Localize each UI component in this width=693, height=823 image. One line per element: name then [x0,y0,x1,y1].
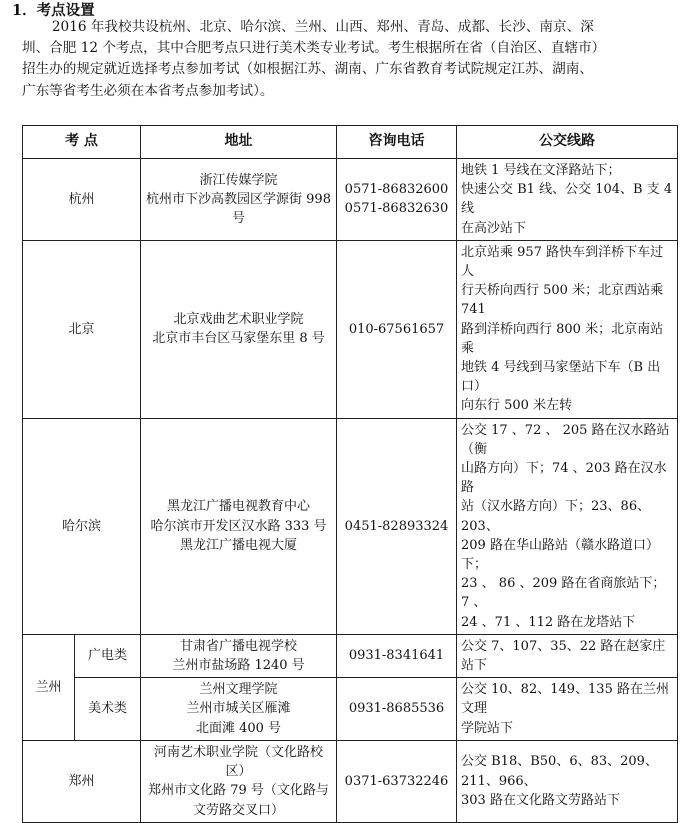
phone-cell: 0931-8685536 [337,678,457,741]
intro-line: 圳、合肥 12 个考点，其中合肥考点只进行美术类专业考试。考生根据所在省（自治区、直辖市） [22,40,606,57]
table-row [23,159,678,241]
city-cell: 北京 [23,240,141,418]
address-cell: 河南艺术职业学院（文化路校区） 郑州市文化路 79 号（文化路与 文劳路交叉口） [141,740,337,822]
header-site: 考 点 [23,126,141,159]
address-cell: 黑龙江广播电视教育中心 哈尔滨市开发区汉水路 333 号 黑龙江广播电视大厦 [141,418,337,634]
table-row [23,418,678,634]
table-row [23,240,678,418]
bus-cell: 公交 17 、72 、 205 路在汉水路站（衡 山路方向）下；74 、203 路在汉水路 站（汉水路方向）下；23、86、203、 209 路在华山路站（赣水路道口）下； 23 、 86 、209 路在省商旅站下；7 、 24 、71 、112 路在龙塔站下 [457,418,678,634]
bus-cell: 地铁 1 号线在文泽路站下； 快速公交 B1 线、公交 104、B 支 4 线 在高沙站下 [457,159,678,241]
category-cell: 美术类 [75,678,141,741]
table-row [23,634,678,677]
intro-line: 广东等省考生必须在本省考点参加考试）。 [22,82,274,99]
section-heading: 1．考点设置 [12,2,95,19]
city-cell: 郑州 [23,740,141,822]
phone-cell: 010-67561657 [337,240,457,418]
header-address: 地址 [141,126,337,159]
intro-line: 招生办的规定就近选择考点参加考试（如根据江苏、湖南、广东省教育考试院规定江苏、湖南、 [22,61,593,78]
phone-cell: 0571-86832600 0571-86832630 [337,159,457,241]
category-cell: 广电类 [75,634,141,677]
city-cell: 兰州 [23,634,75,740]
phone-cell: 0451-82893324 [337,418,457,634]
address-cell: 浙江传媒学院 杭州市下沙高教园区学源街 998 号 [141,159,337,241]
header-bus: 公交线路 [457,126,678,159]
bus-cell: 北京站乘 957 路快车到洋桥下车过人 行天桥向西行 500 米；北京西站乘 741 路到洋桥向西行 800 米；北京南站乘 地铁 4 号线到马家堡站下车（B 出口） 向东行 500 米左转 [457,240,678,418]
bus-cell: 公交 7、107、35、22 路在赵家庄站下 [457,634,678,677]
bus-cell: 公交 B18、B50、6、83、209、211、966、 303 路在文化路文劳路站下 [457,740,678,822]
table-header-row [23,126,678,159]
address-cell: 兰州文理学院 兰州市城关区雁滩 北面滩 400 号 [141,678,337,741]
phone-cell: 0371-63732246 [337,740,457,822]
phone-cell: 0931-8341641 [337,634,457,677]
city-cell: 哈尔滨 [23,418,141,634]
header-phone: 咨询电话 [337,126,457,159]
address-cell: 北京戏曲艺术职业学院 北京市丰台区马家堡东里 8 号 [141,240,337,418]
address-cell: 甘肃省广播电视学校 兰州市盐场路 1240 号 [141,634,337,677]
table-row [23,678,678,741]
exam-sites-table [22,125,678,823]
intro-line: 2016 年我校共设杭州、北京、哈尔滨、兰州、山西、郑州、青岛、成都、长沙、南京、深 [51,19,594,35]
city-cell: 杭州 [23,159,141,241]
bus-cell: 公交 10、82、149、135 路在兰州文理 学院站下 [457,678,678,741]
intro-paragraph [22,17,662,102]
table-row [23,740,678,822]
